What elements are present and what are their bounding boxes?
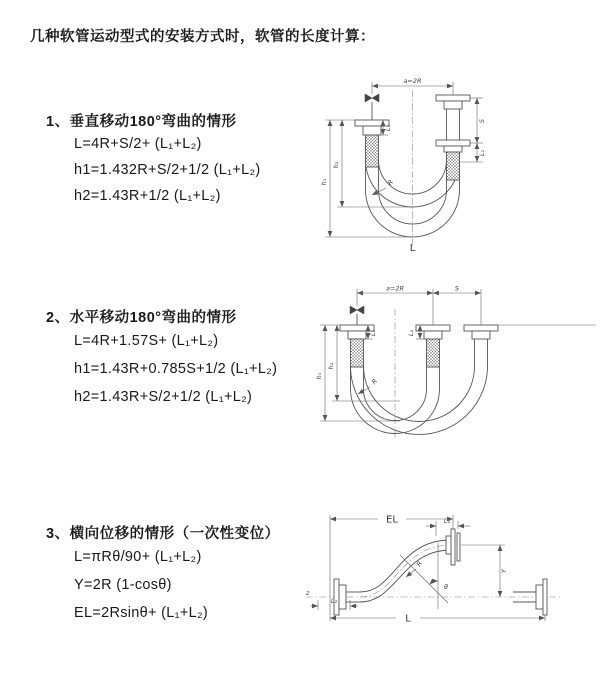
d3-dim-label-l2: L₂ [330,597,338,605]
d2-hose-arcs [351,339,488,434]
section-2-formula-h1: h1=1.43R+0.785S+1/2 (L₁+L₂) [74,361,278,377]
d2-dim-label-l1: L₁ [369,329,377,337]
d1-dim-label-h1: h₁ [320,178,328,186]
d1-braid-left [366,135,379,167]
d2-dim-label-a2r: a=2R [385,284,405,293]
d1-braid-right [447,152,460,180]
d2-dim-label-h1: h₁ [315,372,323,380]
d3-radius-label: R [414,559,424,569]
d2-middle-fitting [416,325,450,367]
d2-braid-middle [427,339,440,367]
section-2-formula-L: L=4R+1.57S+ (L₁+L₂) [74,333,219,349]
d1-dim-label-a2r: a=2R [403,77,422,85]
section-3-formula-EL: EL=2Rsinθ+ (L₁+L₂) [74,605,209,621]
diagram-lateral-displacement [298,503,598,648]
section-1-formula-h2: h2=1.43R+1/2 (L₁+L₂) [74,188,221,204]
section-3-formula-Y: Y=2R (1-cosθ) [74,577,172,593]
d3-dim-label-el: EL [386,514,398,526]
d2-valve-icon [350,306,364,325]
diagram-horizontal-180-bend [308,281,598,466]
d1-right-fitting-lower [436,140,470,180]
section-3-formula-L: L=πRθ/90+ (L₁+L₂) [74,549,202,565]
d1-right-fitting-upper [436,95,470,109]
d1-valve-icon [365,94,379,120]
section-2-heading: 2、水平移动180°弯曲的情形 [46,310,237,326]
section-1-formula-h1: h1=1.432R+S/2+1/2 (L₁+L₂) [74,162,261,178]
d3-upper-right-flange [446,529,460,565]
section-1-heading: 1、垂直移动180°弯曲的情形 [46,114,237,130]
d3-length-label: L [405,613,411,625]
d3-dim-label-l1: L₁ [443,517,451,525]
d2-braid-left [351,339,364,367]
d1-dim-label-s: S [478,118,486,124]
d2-dim-label-h2: h₂ [327,362,335,370]
diagram-vertical-180-bend [305,64,555,259]
d3-angle-label: θ [444,583,448,591]
d2-dim-label-s: S [454,284,460,293]
d1-radius-label: R [386,178,396,188]
d1-length-label: L [409,243,416,254]
section-1-formula-L: L=4R+S/2+ (L₁+L₂) [74,136,202,152]
d2-radius-label: R [370,377,380,387]
page-title: 几种软管运动型式的安装方式时，软管的长度计算： [30,29,375,45]
d3-z-mark: z [306,589,310,597]
d1-dim-label-h2: h₂ [332,161,340,169]
d3-dim-label-y: Y [500,569,508,573]
section-2-formula-h2: h2=1.43R+S/2+1/2 (L₁+L₂) [74,389,253,405]
d2-dim-label-l2: L₂ [407,329,415,337]
d2-right-fitting [464,325,498,339]
d1-dim-label-l1: L₁ [384,124,392,132]
d1-dim-label-l2: L₂ [478,149,486,157]
section-3-heading: 3、横向位移的情形（一次性变位） [46,526,280,542]
